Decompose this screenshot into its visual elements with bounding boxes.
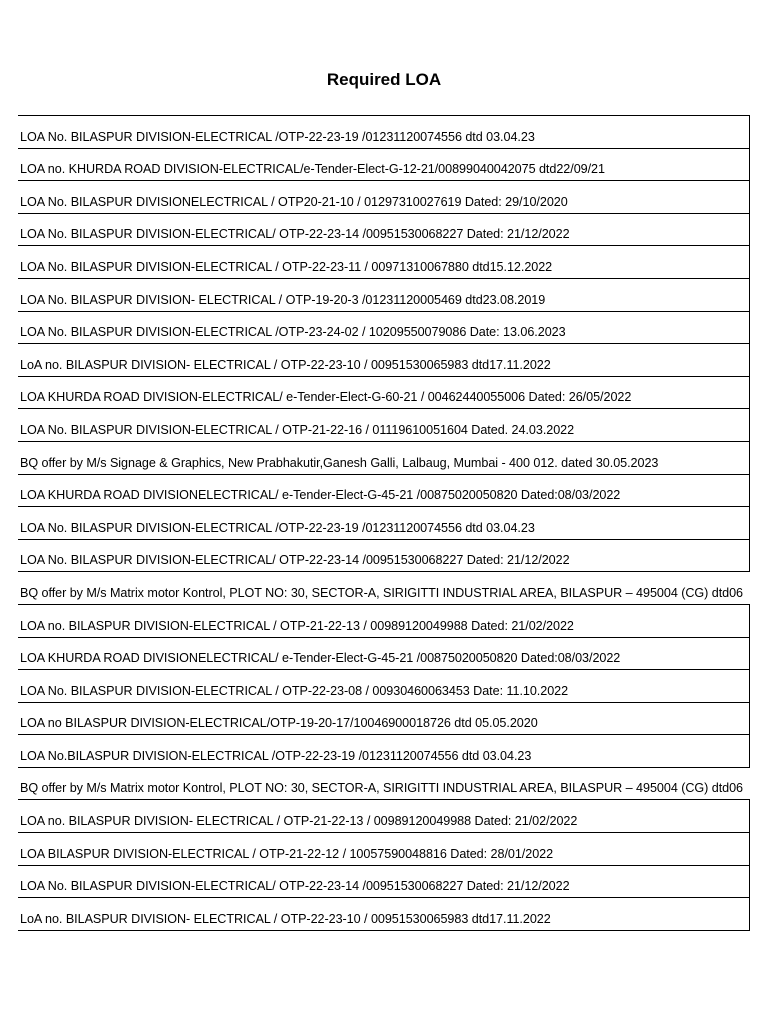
table-row: [18, 507, 750, 540]
table-row: [18, 312, 750, 345]
table-cell: LOA no. BILASPUR DIVISION-ELECTRICAL / OTP-21-22-13 / 00989120049988 Dated: 21/02/2022: [20, 618, 574, 633]
table-cell: LOA No. BILASPUR DIVISION-ELECTRICAL/ OTP-22-23-14 /00951530068227 Dated: 21/12/2022: [20, 227, 570, 242]
table-cell: LOA No. BILASPUR DIVISION-ELECTRICAL /OTP-22-23-19 /01231120074556 dtd 03.04.23: [20, 129, 535, 144]
table-cell: LOA No. BILASPUR DIVISION-ELECTRICAL / OTP-22-23-11 / 00971310067880 dtd15.12.2022: [20, 259, 553, 274]
table-row: [18, 703, 750, 736]
table-cell: LOA No. BILASPUR DIVISION-ELECTRICAL/ OTP-22-23-14 /00951530068227 Dated: 21/12/2022: [20, 879, 570, 894]
table-cell: LOA KHURDA ROAD DIVISIONELECTRICAL/ e-Tender-Elect-G-45-21 /00875020050820 Dated:08/03/2022: [20, 488, 621, 503]
table-row: [18, 735, 750, 768]
table-row: [18, 149, 750, 182]
table-row: [18, 475, 750, 508]
table-row: [18, 377, 750, 410]
table-row: [18, 116, 750, 149]
table-cell: LOA no. KHURDA ROAD DIVISION-ELECTRICAL/e-Tender-Elect-G-12-21/00899040042075 dtd22/09/21: [20, 162, 605, 177]
table-row: [18, 344, 750, 377]
table-row: [18, 898, 750, 931]
table-row: [18, 409, 750, 442]
table-row: [18, 181, 750, 214]
table-row: [18, 442, 750, 475]
table-row: [18, 246, 750, 279]
table-cell: LOA KHURDA ROAD DIVISIONELECTRICAL/ e-Tender-Elect-G-45-21 /00875020050820 Dated:08/03/2022: [20, 651, 621, 666]
table-cell: LoA no. BILASPUR DIVISION- ELECTRICAL / OTP-22-23-10 / 00951530065983 dtd17.11.2022: [20, 357, 551, 372]
table-row: [18, 572, 750, 605]
table-cell: LOA no BILASPUR DIVISION-ELECTRICAL/OTP-19-20-17/10046900018726 dtd 05.05.2020: [20, 716, 538, 731]
table-row: [18, 605, 750, 638]
table-cell: LOA No. BILASPUR DIVISION-ELECTRICAL /OTP-22-23-19 /01231120074556 dtd 03.04.23: [20, 520, 535, 535]
table-row: [18, 279, 750, 312]
table-row: [18, 800, 750, 833]
table-cell: LOA No. BILASPUR DIVISION- ELECTRICAL / OTP-19-20-3 /01231120005469 dtd23.08.2019: [20, 292, 546, 307]
table-cell: LOA no. BILASPUR DIVISION- ELECTRICAL / OTP-21-22-13 / 00989120049988 Dated: 21/02/2022: [20, 814, 578, 829]
table-cell: LOA KHURDA ROAD DIVISION-ELECTRICAL/ e-Tender-Elect-G-60-21 / 00462440055006 Dated: 26/05/2022: [20, 390, 632, 405]
table-cell: LOA No. BILASPUR DIVISION-ELECTRICAL /OTP-23-24-02 / 10209550079086 Date: 13.06.2023: [20, 325, 566, 340]
page-title: Required LOA: [326, 70, 442, 89]
table-cell: LOA No. BILASPUR DIVISIONELECTRICAL / OTP20-21-10 / 01297310027619 Dated: 29/10/2020: [20, 194, 568, 209]
table-cell: BQ offer by M/s Signage & Graphics, New Prabhakutir,Ganesh Galli, Lalbaug, Mumbai - 400 012. dated 30.05.2023: [20, 455, 659, 470]
table-cell: LOA No. BILASPUR DIVISION-ELECTRICAL/ OTP-22-23-14 /00951530068227 Dated: 21/12/2022: [20, 553, 570, 568]
table-cell: BQ offer by M/s Matrix motor Kontrol, PLOT NO: 30, SECTOR-A, SIRIGITTI INDUSTRIAL AREA, BILASPUR – 495004 (CG) dtd06: [20, 585, 744, 600]
table-row: [18, 768, 750, 801]
table-cell: LOA No. BILASPUR DIVISION-ELECTRICAL / OTP-21-22-16 / 01119610051604 Dated. 24.03.2022: [20, 422, 575, 437]
table-cell: LOA No.BILASPUR DIVISION-ELECTRICAL /OTP-22-23-19 /01231120074556 dtd 03.04.23: [20, 748, 532, 763]
table-row: [18, 214, 750, 247]
table-cell: BQ offer by M/s Matrix motor Kontrol, PLOT NO: 30, SECTOR-A, SIRIGITTI INDUSTRIAL AREA, BILASPUR – 495004 (CG) dtd06: [20, 781, 744, 796]
table-cell: LOA BILASPUR DIVISION-ELECTRICAL / OTP-21-22-12 / 10057590048816 Dated: 28/01/2022: [20, 846, 554, 861]
table-row: [18, 833, 750, 866]
table-row: [18, 540, 750, 573]
loa-table: [18, 115, 750, 931]
table-cell: LoA no. BILASPUR DIVISION- ELECTRICAL / OTP-22-23-10 / 00951530065983 dtd17.11.2022: [20, 911, 551, 926]
table-cell: LOA No. BILASPUR DIVISION-ELECTRICAL / OTP-22-23-08 / 00930460063453 Date: 11.10.2022: [20, 683, 569, 698]
table-row: [18, 638, 750, 671]
table-row: [18, 866, 750, 899]
table-row: [18, 670, 750, 703]
